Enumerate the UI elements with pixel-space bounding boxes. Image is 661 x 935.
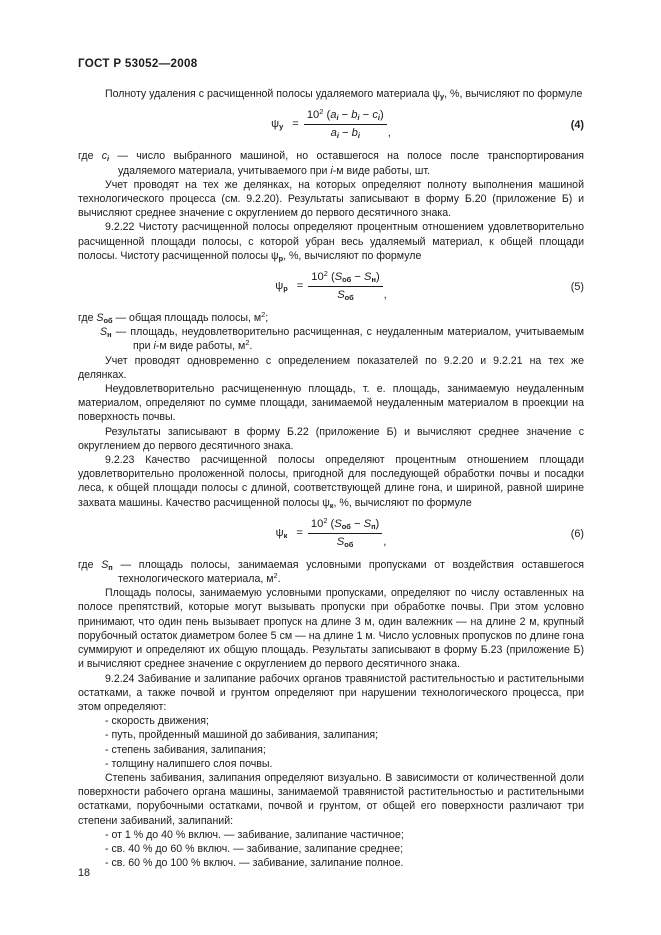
formula-5-comma: , <box>383 289 387 302</box>
formula-6-body <box>275 515 387 549</box>
where-clause-sn: $S_н$ — площадь, неудовлетворительно расчищенная, с неудаленным материалом, учитываемым при i-м виде работы, $м^2$. <box>100 326 584 353</box>
paragraph-9-2-22: 9.2.22 Чистоту расчищенной полосы определяют процентным отношением удовлетворительно расчищенной площади полосы, с которой убран весь удаляемый материал, к общей площади полосы. Чистоту расчищенной полосы $\psi_р$, %, вычисляют по формуле <box>78 221 584 263</box>
paragraph-intro: Полноту удаления с расчищенной полосы удаляемого материала $\psi_у$, %, вычисляют по формуле <box>105 88 583 102</box>
document-header: ГОСТ Р 53052—2008 <box>78 57 198 70</box>
formula-6-denominator: $S_{об}$ <box>336 535 354 549</box>
formula-4-comma: , <box>387 127 391 140</box>
formula-4-lhs: $\psi_у$ <box>271 118 284 132</box>
paragraph-uchet: Учет проводят на тех же делянках, на которых определяют полноту выполнения машиной технологического процесса (см. 9.2.20). Результаты записывают в форму Б.20 (приложение Б) и вычисляют среднее значение с округлением до первого десятичного знака. <box>78 178 584 220</box>
paragraph-ploshad: Площадь полосы, занимаемую условными пропусками, определяют по числу оставленных на полосе препятствий, которые могут вызывать пропуски при обработке почвы. При этом условно принимают, что один пень вызывает пропуск на длине 3 м, один валежник — на длине 2 м, крупный порубочный остаток диаметром более 5 см — на длине 1 м. Число условных пропусков по длине гона суммируют и определяют их общую площадь. Результаты записывают в форму Б.23 (приложение Б) и вычисляют среднее значение с округлением до первого десятичного знака. <box>78 587 584 671</box>
paragraph-neud: Неудовлетворительно расчищененную площадь, т. е. площадь, занимаемую неудаленным материалом, определяют по сумме площади, занимаемой неудаленным материалом в проекции на поверхность почвы. <box>78 383 584 424</box>
formula-6-fraction <box>308 515 382 549</box>
formula-6-numerator: $10^2$ $(S_{об} - S_п)$ <box>308 518 382 534</box>
formula-5-denominator: $S_{об}$ <box>337 289 354 303</box>
formula-4-number: (4) <box>570 119 584 132</box>
formula-6 <box>78 510 584 558</box>
formula-4-body <box>271 109 391 140</box>
formula-5 <box>78 263 584 311</box>
paragraph-9-2-23: 9.2.23 Качество расчищенной полосы определяют процентным отношением площади удовлетворительно проложенной полосы, пригодной для последующей обработки почвы и посадки леса, к общей площади полосы с длиной, соответствующей длине гона, и шириной, равной ширине захвата машины. Качество расчищенной полосы $\psi_к$, %, вычисляют по формуле <box>78 454 584 510</box>
formula-6-comma: , <box>383 535 387 548</box>
formula-5-fraction <box>308 271 382 302</box>
list-item-thickness: - толщину налипшего слоя почвы. <box>105 757 273 770</box>
where-clause-sp: где $S_п$ — площадь полосы, занимаемая условными пропусками от воздействия оставшегося технологического материала, $м^2$. <box>78 558 585 586</box>
list-item-degree: - степень забивания, залипания; <box>105 743 266 756</box>
paragraph-9-2-24: 9.2.24 Забивание и залипание рабочих органов травянистой растительностью и растительными остатками, а также почвой и грунтом определяют при нарушении технологического процесса, при этом определяют: <box>78 672 584 713</box>
paragraph-rezult: Результаты записывают в форму Б.22 (приложение Б) и вычисляют среднее значение с округлением до первого десятичного знака. <box>78 425 584 452</box>
list-item-degree-full: - св. 60 % до 100 % включ. — забивание, залипание полное. <box>105 857 404 870</box>
where-clause-sob: где $S_{об}$ — общая площадь полосы, $м^2$; <box>78 310 269 326</box>
formula-5-numerator: $10^2$ $(S_{об} - S_н)$ <box>308 271 382 287</box>
formula-4 <box>78 101 584 149</box>
paragraph-stepen: Степень забивания, залипания определяют визуально. В зависимости от количественной доли поверхности рабочего органа машины, занимаемой травянистой растительностью и растительными остатками, порубочными остатками, почвой и грунтом, от общей его поверхности различают три степени забиваний, залипаний: <box>78 771 584 827</box>
paragraph-uchet2: Учет проводят одновременно с определением показателей по 9.2.20 и 9.2.21 на тех же делянках. <box>78 354 584 381</box>
page-number: 18 <box>78 867 91 879</box>
formula-4-denominator: $a_i - b_i$ <box>330 127 360 141</box>
formula-5-body <box>275 271 387 302</box>
formula-4-fraction <box>304 109 387 140</box>
list-item-speed: - скорость движения; <box>105 715 209 728</box>
formula-5-lhs: $\psi_р$ <box>275 280 288 294</box>
list-item-path: - путь, пройденный машиной до забивания, залипания; <box>105 729 379 742</box>
equals-sign: = <box>296 280 304 293</box>
formula-6-number: (6) <box>570 527 584 540</box>
equals-sign: = <box>296 526 303 539</box>
formula-5-number: (5) <box>570 280 584 293</box>
list-item-degree-medium: - св. 40 % до 60 % включ. — забивание, залипание среднее; <box>105 842 404 855</box>
formula-6-lhs: $\psi_к$ <box>275 526 288 540</box>
where-clause-c: где $c_i$ — число выбранного машиной, но оставшегося на полосе после транспортирования удаляемого материала, учитываемого при i-м виде работы, шт. <box>78 150 585 177</box>
list-item-degree-partial: - от 1 % до 40 % включ. — забивание, залипание частичное; <box>105 828 404 841</box>
formula-4-numerator: $10^2$ $(a_i - b_i - c_i)$ <box>304 109 387 125</box>
equals-sign: = <box>292 118 299 131</box>
